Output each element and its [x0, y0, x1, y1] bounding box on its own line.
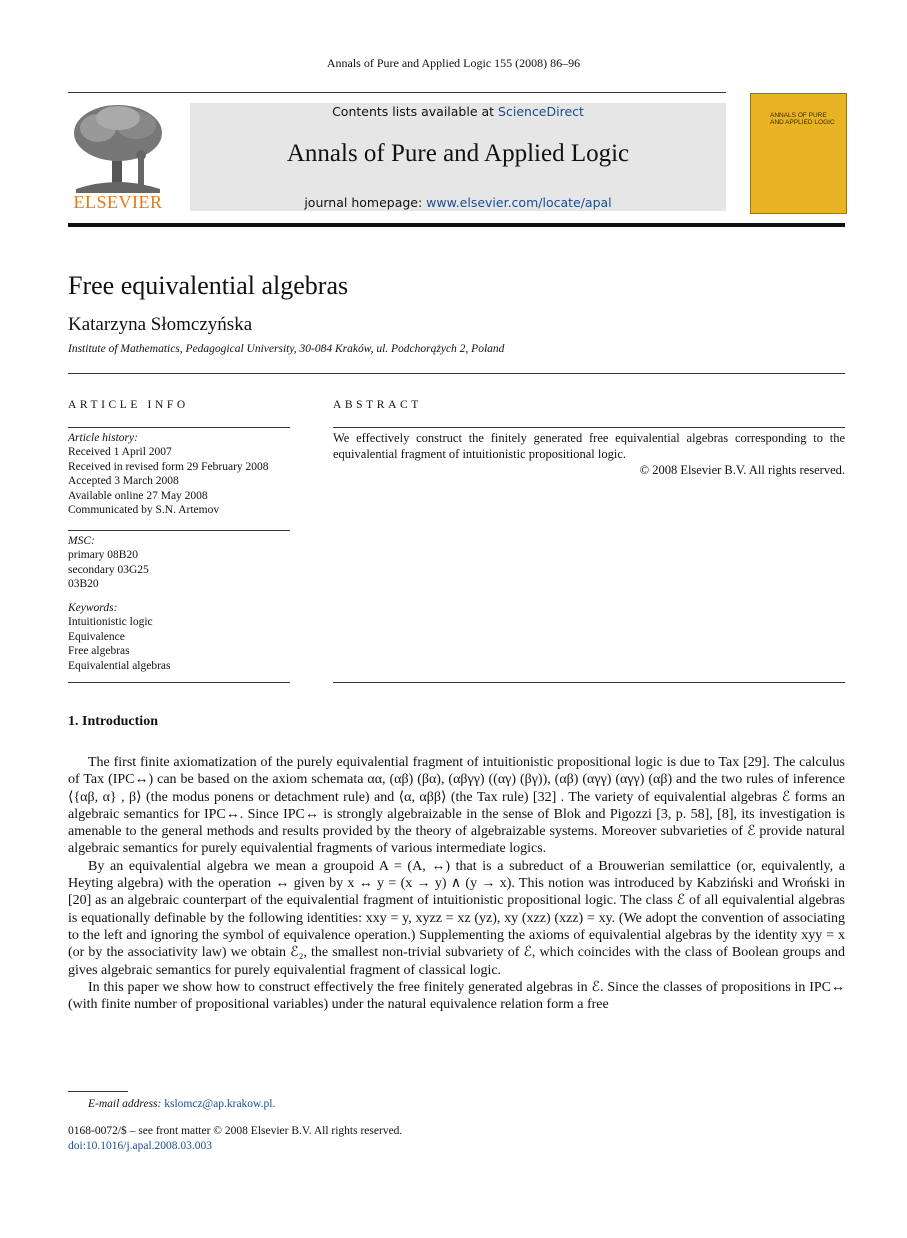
journal-title: Annals of Pure and Applied Logic	[286, 140, 630, 167]
history-item: Received 1 April 2007	[68, 446, 172, 459]
history-label: Article history:	[68, 432, 138, 444]
keywords-block	[68, 601, 290, 673]
homepage-link[interactable]: www.elsevier.com/locate/apal	[426, 195, 612, 210]
body-paragraph: In this paper we show how to construct effectively the free finitely generated algebras in ℰ. Since the classes of propositions in IPC↔ (with finite number of propositional variables) under the natural equivalence relation form a free	[68, 979, 845, 1013]
issn-line: 0168-0072/$ – see front matter © 2008 Elsevier B.V. All rights reserved.	[68, 1125, 403, 1137]
title-rule	[68, 373, 845, 374]
abstract-copyright: © 2008 Elsevier B.V. All rights reserved.	[639, 463, 845, 477]
homepage-prefix: journal homepage:	[304, 195, 427, 210]
cover-title: ANNALS OF PURE AND APPLIED LOGIC	[770, 112, 835, 126]
abstract-rule	[333, 427, 845, 428]
email-link[interactable]: kslomcz@ap.krakow.pl.	[164, 1098, 276, 1110]
history-item: Accepted 3 March 2008	[68, 475, 179, 488]
abstract-heading: ABSTRACT	[333, 399, 422, 411]
keywords-label: Keywords:	[68, 602, 118, 614]
keyword: Equivalential algebras	[68, 659, 171, 672]
msc-block	[68, 534, 290, 592]
homepage-line	[190, 195, 726, 210]
keyword: Intuitionistic logic	[68, 616, 153, 629]
body-paragraph: By an equivalential algebra we mean a groupoid A = (A, ↔) that is a subreduct of a Brouwerian semilattice (or, equivalently, a Heyting algebra) with the operation ↔ given by x ↔ y = (x → y) ∧ (y → x). This notion was introduced by Kabziński and Wroński in [20] as an algebraic counterpart of the equivalential fragment of intuitionistic propositional logic. The class ℰ of all equivalential algebras is equationally definable by the following identities: xxy = y, xyzz = xz (yz), xy (xzz) (xzz) = xy. (We adopt the convention of associating to the left and ignoring the symbol of equivalence operation.) Supplementing the axioms of equivalential algebras by the identity xyy = x (or by the associativity law) we obtain ℰ₂, the smallest non-trivial subvariety of ℰ, which coincides with the class of Boolean groups and gives algebraic semantics for purely equivalential fragment of classical logic.	[68, 858, 845, 978]
abstract-text: We effectively construct the finitely generated free equivalential algebras corresponding to the equivalential fragment of intuitionistic propositional logic.	[333, 431, 845, 461]
section-heading: 1. Introduction	[68, 714, 158, 729]
article-history	[68, 431, 290, 517]
footnote-rule	[68, 1091, 128, 1092]
section-body	[68, 754, 845, 1013]
banner-rule	[68, 223, 845, 227]
msc-item: primary 08B20	[68, 549, 138, 562]
abstract-bottom-rule	[333, 682, 845, 683]
header-rule	[68, 92, 726, 93]
history-item: Received in revised form 29 February 2008	[68, 460, 269, 473]
article-title: Free equivalential algebras	[68, 271, 349, 300]
keyword: Free algebras	[68, 645, 130, 658]
email-footnote	[88, 1098, 275, 1110]
keyword: Equivalence	[68, 630, 125, 643]
msc-label: MSC:	[68, 535, 95, 547]
msc-item: 03B20	[68, 578, 99, 591]
contents-line	[190, 104, 726, 119]
msc-item: secondary 03G25	[68, 563, 149, 576]
publisher-wordmark: ELSEVIER	[73, 192, 163, 212]
author-affiliation: Institute of Mathematics, Pedagogical University, 30-084 Kraków, ul. Podchorążych 2, Poland	[68, 343, 505, 355]
email-label: E-mail address:	[88, 1098, 165, 1110]
body-paragraph: The first finite axiomatization of the purely equivalential fragment of intuitionistic propositional logic is due to Tax [29]. The calculus of Tax (IPC↔) can be based on the axiom schemata αα, (αβ) (βα), (αβγγ) ((αγ) (βγ)), (αβ) (αγγ) (αγγ) (αβ) and the two rules of inference ⟨{αβ, α} , β⟩ (the modus ponens or detachment rule) and ⟨α, αββ⟩ (the Tax rule) [32] . The variety of equivalential algebras ℰ forms an algebraic semantics for IPC↔. Since IPC↔ is strongly algebraizable in the sense of Blok and Pigozzi [3, p. 58], [8], its investigation is amenable to the general methods and results provided by the theory of algebraizable systems. Moreover subvarieties of ℰ provide natural algebraic semantics for purely equivalential fragments of various intermediate logics.	[68, 755, 845, 857]
article-info-rule	[68, 427, 290, 428]
running-head: Annals of Pure and Applied Logic 155 (2008) 86–96	[326, 56, 581, 70]
sciencedirect-link[interactable]: ScienceDirect	[498, 104, 584, 119]
contents-prefix: Contents lists available at	[332, 104, 499, 119]
article-info-heading: ARTICLE INFO	[68, 399, 189, 411]
article-info-bottom-rule	[68, 682, 290, 683]
doi-link[interactable]: doi:10.1016/j.apal.2008.03.003	[68, 1140, 213, 1152]
history-item: Communicated by S.N. Artemov	[68, 504, 220, 517]
msc-rule	[68, 530, 290, 531]
article-author: Katarzyna Słomczyńska	[68, 314, 253, 335]
history-item: Available online 27 May 2008	[68, 489, 208, 502]
